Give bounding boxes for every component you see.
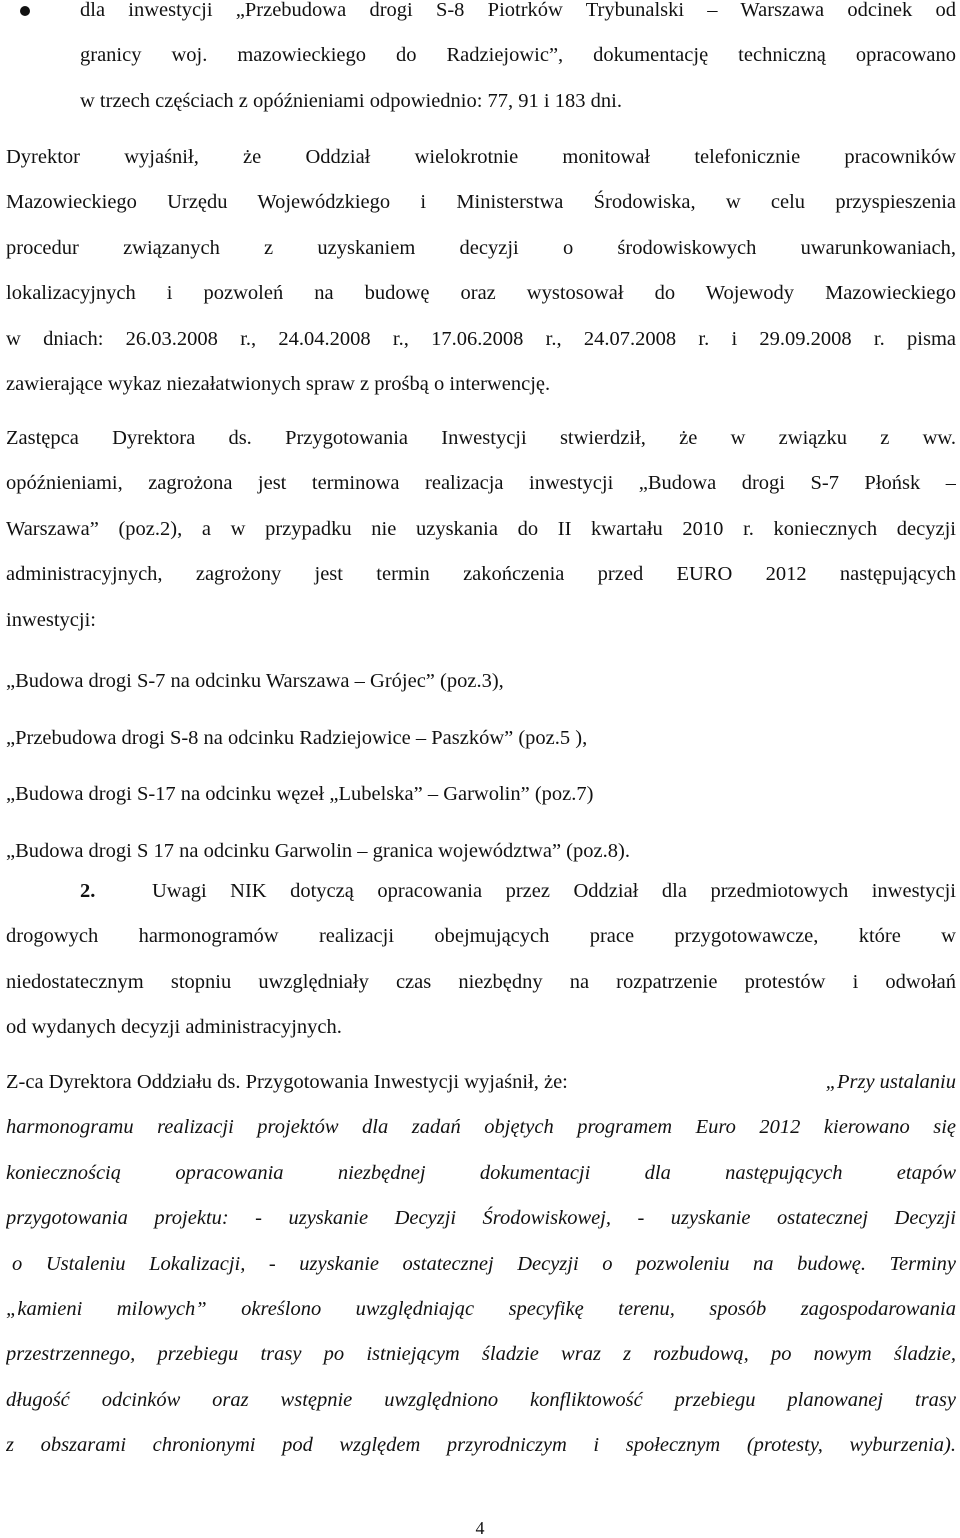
text-line: z obszarami chronionymi pod względem przyrodniczym i społecznym (protesty, wyburzenia). — [6, 1434, 956, 1457]
text-line: zawierające wykaz niezałatwionych spraw z prośbą o interwencję. — [6, 372, 551, 395]
text-line: przestrzennego, przebiegu trasy po istniejącym śladzie wraz z rozbudową, po nowym śladzie, — [6, 1343, 956, 1366]
text-line: Dyrektor wyjaśnił, że Oddział wielokrotnie monitował telefonicznie pracowników — [6, 146, 956, 168]
text-line — [6, 1060, 956, 1105]
text-line: lokalizacyjnych i pozwoleń na budowę oraz wystosował do Wojewody Mazowieckiego — [6, 282, 956, 305]
paragraph-deputy-statement — [6, 416, 956, 643]
text-line: harmonogramu realizacji projektów dla zadań objętych programem Euro 2012 kierowano się — [6, 1116, 956, 1139]
text-line: procedur związanych z uzyskaniem decyzji o środowiskowych uwarunkowaniach, — [6, 236, 956, 259]
text-line: dla inwestycji „Przebudowa drogi S-8 Piotrków Trybunalski – Warszawa odcinek od — [80, 0, 956, 21]
section-2-first-line — [6, 869, 956, 914]
text-line: opóźnieniami, zagrożona jest terminowa realizacja inwestycji „Budowa drogi S-7 Płońsk – — [6, 472, 956, 495]
bullet-paragraph — [80, 0, 956, 124]
page-number: 4 — [475, 1518, 485, 1538]
list-item: „Budowa drogi S-7 na odcinku Warszawa – Grójec” (poz.3), — [6, 670, 504, 692]
text-line: Zastępca Dyrektora ds. Przygotowania Inwestycji stwierdził, że w związku z ww. — [6, 427, 956, 449]
text-italic: „Przy ustalaniu — [825, 1071, 956, 1093]
text-line: koniecznością opracowania niezbędnej dokumentacji dla następujących etapów — [6, 1161, 956, 1184]
section-number: 2. — [80, 880, 96, 902]
list-item: „Przebudowa drogi S-8 na odcinku Radziejowice – Paszków” (poz.5 ), — [6, 726, 588, 749]
project-list — [6, 653, 956, 879]
text-line: Uwagi NIK dotyczą opracowania przez Oddział dla przedmiotowych inwestycji — [152, 880, 956, 902]
text-line: Mazowieckiego Urzędu Wojewódzkiego i Ministerstwa Środowiska, w celu przyspieszenia — [6, 191, 956, 214]
text-line: inwestycji: — [6, 608, 96, 631]
text-line: granicy woj. mazowieckiego do Radziejowic”, dokumentację techniczną opracowano — [80, 44, 956, 67]
section-2 — [6, 869, 956, 1051]
text-line: administracyjnych, zagrożony jest termin zakończenia przed EURO 2012 następujących — [6, 563, 956, 586]
text-normal: Z-ca Dyrektora Oddziału ds. Przygotowania Inwestycji wyjaśnił, że: — [6, 1071, 568, 1093]
text-line: przygotowania projektu: - uzyskanie Decyzji Środowiskowej, - uzyskanie ostatecznej Decyzji — [6, 1207, 956, 1230]
text-line: niedostatecznym stopniu uwzględniały czas niezbędny na rozpatrzenie protestów i odwołań — [6, 970, 956, 993]
text-line: w trzech częściach z opóźnieniami odpowiednio: 77, 91 i 183 dni. — [80, 89, 622, 112]
text-line: w dniach: 26.03.2008 r., 24.04.2008 r., 17.06.2008 r., 24.07.2008 r. i 29.09.2008 r. pisma — [6, 327, 956, 350]
paragraph-director-explanation — [6, 135, 956, 407]
list-item: „Budowa drogi S 17 na odcinku Garwolin – granica województwa” (poz.8). — [6, 839, 630, 862]
list-item: „Budowa drogi S-17 na odcinku węzeł „Lubelska” – Garwolin” (poz.7) — [6, 783, 594, 805]
text-line: „kamieni milowych” określono uwzględniając specyfikę terenu, sposób zagospodarowania — [6, 1297, 956, 1320]
paragraph-deputy-explanation — [6, 1060, 956, 1469]
text-line: od wydanych decyzji administracyjnych. — [6, 1016, 342, 1039]
text-line: drogowych harmonogramów realizacji obejmujących prace przygotowawcze, które w — [6, 925, 956, 948]
text-line: Warszawa” (poz.2), a w przypadku nie uzyskania do II kwartału 2010 r. koniecznych decyzji — [6, 517, 956, 540]
bullet-icon — [20, 6, 30, 16]
text-line: o Ustaleniu Lokalizacji, - uzyskanie ostatecznej Decyzji o pozwoleniu na budowę. Terminy — [12, 1252, 956, 1275]
text-line: długość odcinków oraz wstępnie uwzględniono konfliktowość przebiegu planowanej trasy — [6, 1388, 956, 1411]
